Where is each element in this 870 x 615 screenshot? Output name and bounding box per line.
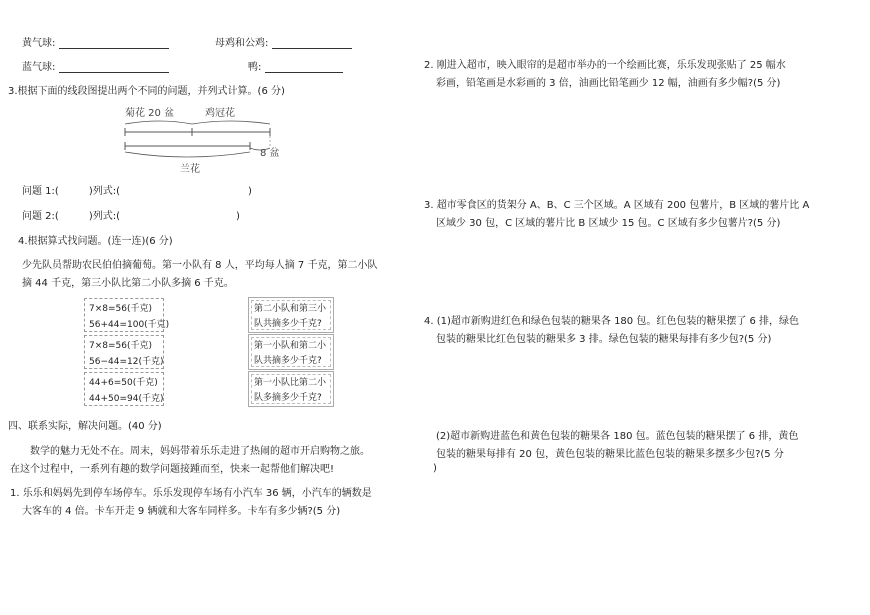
problem-4b-line3: ) [433, 463, 437, 474]
question-3-line1: 第一小队比第二小 [254, 378, 327, 388]
problem-3-line2: 区域少 30 包，C 区域的薯片比 B 区域少 15 包。C 区域有多少包薯片?(5 分) [436, 218, 781, 229]
formula-box-3[interactable] [84, 372, 164, 406]
blue-balloon-text: 蓝气球: [22, 62, 56, 73]
orchid-label: 兰花 [180, 164, 200, 175]
section4-intro-line2: 在这个过程中，一系列有趣的数学问题接踵而至，快来一起帮他们解决吧! [10, 464, 335, 475]
yellow-balloon-label [22, 34, 169, 49]
problem-1-line1: 1. 乐乐和妈妈先到停车场停车。乐乐发现停车场有小汽车 36 辆，小汽车的辆数是 [10, 488, 372, 499]
formula-3-line1: 44+6=50(千克) [89, 378, 158, 388]
question-box-3[interactable] [248, 371, 334, 407]
problem2-end: ) [235, 211, 240, 222]
q4-story-line1: 少先队员帮助农民伯伯摘葡萄。第一小队有 8 人，平均每人摘 7 千克，第二小队 [22, 260, 378, 271]
ducks-text: 鸭: [248, 62, 262, 73]
problem2-mid: )列式:( [88, 211, 120, 222]
hens-blank[interactable] [272, 37, 352, 49]
ducks-blank[interactable] [265, 61, 343, 73]
hens-label [215, 34, 352, 49]
problem-2-line1: 2. 刚进入超市，映入眼帘的是超市举办的一个绘画比赛，乐乐发现张贴了 25 幅水 [424, 60, 786, 71]
formula-box-2[interactable] [84, 335, 164, 369]
problem1-mid: )列式:( [88, 186, 120, 197]
blue-balloon-label [22, 58, 169, 73]
cockscomb-label: 鸡冠花 [205, 108, 235, 119]
section4-title: 四、联系实际，解决问题。(40 分) [8, 421, 162, 432]
q3-title: 3.根据下面的线段图提出两个不同的问题，并列式计算。(6 分) [8, 86, 285, 97]
section4-intro-line1: 数学的魅力无处不在。周末，妈妈带着乐乐走进了热闹的超市开启购物之旅。 [30, 446, 370, 457]
yellow-balloon-text: 黄气球: [22, 38, 56, 49]
problem1-end: ) [247, 186, 252, 197]
formula-2-line1: 7×8=56(千克) [89, 341, 153, 351]
blue-balloon-blank[interactable] [59, 61, 169, 73]
problem2-label: 问题 2:( [22, 211, 59, 222]
question-1-line1: 第二小队和第三小 [254, 304, 327, 314]
question-2-line1: 第一小队和第二小 [254, 341, 327, 351]
question-2-line2: 队共摘多少千克? [254, 356, 322, 366]
question-1-line2: 队共摘多少千克? [254, 319, 322, 329]
formula-2-line2: 56−44=12(千克) [89, 357, 164, 367]
formula-3-line2: 44+50=94(千克) [89, 394, 164, 404]
problem-2-line2: 彩画，铅笔画是水彩画的 3 倍，油画比铅笔画少 12 幅，油画有多少幅?(5 分) [436, 78, 781, 89]
formula-1-line1: 7×8=56(千克) [89, 304, 153, 314]
problem-1-line2: 大客车的 4 倍。卡车开走 9 辆就和大客车同样多。卡车有多少辆?(5 分) [22, 506, 341, 517]
line-segment-diagram [120, 104, 290, 174]
question-3-line2: 队多摘多少千克? [254, 393, 322, 403]
q4-story-line2: 摘 44 千克，第三小队比第二小队多摘 6 千克。 [22, 278, 234, 289]
yellow-balloon-blank[interactable] [59, 37, 169, 49]
q4-title: 4.根据算式找问题。(连一连)(6 分) [18, 236, 173, 247]
ducks-label [248, 58, 343, 73]
problem2-row [22, 207, 240, 222]
chrysanthemum-label: 菊花 20 盆 [125, 108, 175, 119]
problem-3-line1: 3. 超市零食区的货架分 A、B、C 三个区域。A 区域有 200 包薯片，B 区域的薯片比 A [424, 200, 810, 211]
formula-box-1[interactable] [84, 298, 170, 332]
diff-label: 8 盆 [260, 148, 280, 159]
question-box-1[interactable] [248, 297, 334, 333]
formula-1-line2: 56+44=100(千克) [89, 320, 170, 330]
problem1-label: 问题 1:( [22, 186, 59, 197]
problem-4a-line2: 包装的糖果比红色包装的糖果多 3 排。绿色包装的糖果每排有多少包?(5 分) [436, 334, 772, 345]
question-box-2[interactable] [248, 334, 334, 370]
problem-4b-line1: (2)超市新购进蓝色和黄色包装的糖果各 180 包。蓝色包装的糖果摆了 6 排，黄色 [436, 431, 799, 442]
problem1-row [22, 182, 252, 197]
problem-4a-line1: 4. (1)超市新购进红色和绿色包装的糖果各 180 包。红色包装的糖果摆了 6 排，绿色 [424, 316, 800, 327]
problem-4b-line2: 包装的糖果每排有 20 包，黄色包装的糖果比蓝色包装的糖果多摆多少包?(5 分 [436, 449, 784, 460]
hens-text: 母鸡和公鸡: [215, 38, 269, 49]
